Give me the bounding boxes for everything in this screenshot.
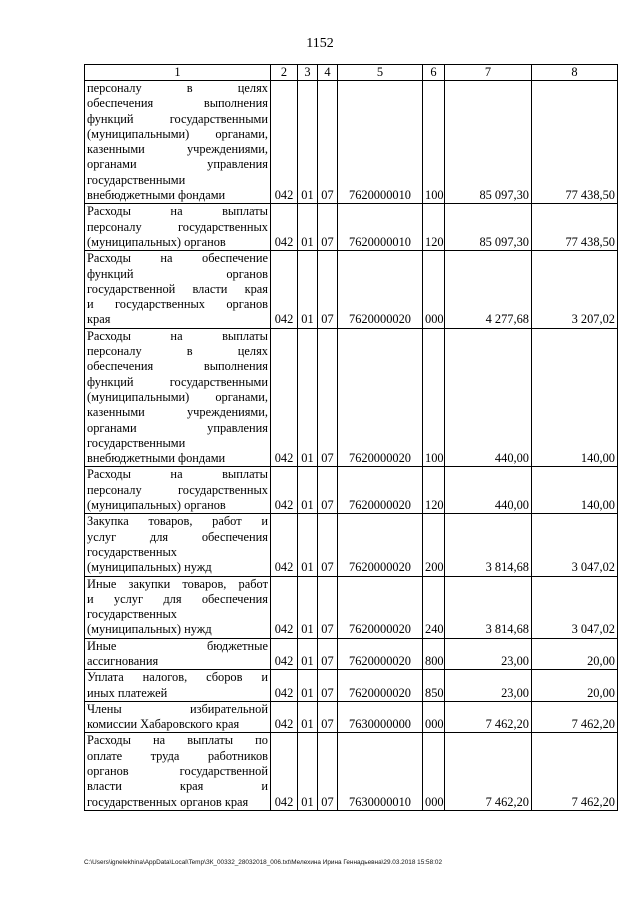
expense-type-cell: 850 <box>423 670 445 702</box>
amount-cell: 3 814,68 <box>445 514 532 576</box>
amount-cell: 20,00 <box>532 638 618 670</box>
expense-name-line: государственными <box>87 435 186 450</box>
expense-name-line: Члены избирательной <box>87 701 268 716</box>
amount-cell: 3 047,02 <box>532 514 618 576</box>
section-code-cell: 01 <box>298 514 318 576</box>
section-code-cell: 01 <box>298 733 318 810</box>
expense-name-line: персоналу государственных <box>87 219 268 234</box>
expense-name-line: оплате труда работников <box>87 748 268 763</box>
ministry-code-cell: 042 <box>271 251 298 328</box>
ministry-code-cell: 042 <box>271 328 298 467</box>
amount-cell: 85 097,30 <box>445 81 532 204</box>
expense-name-line: функций государственными <box>87 374 268 389</box>
target-article-cell: 7620000020 <box>338 638 423 670</box>
header-cell: 5 <box>338 65 423 81</box>
expense-type-cell: 800 <box>423 638 445 670</box>
expense-name-line: функций органов <box>87 266 268 281</box>
expense-name-line: персоналу в целях <box>87 344 268 359</box>
expense-name-line: государственными <box>87 172 186 187</box>
amount-cell: 77 438,50 <box>532 204 618 251</box>
header-cell: 8 <box>532 65 618 81</box>
expense-name-line: (муниципальных) нужд <box>87 560 212 575</box>
expense-name-line: и услуг для обеспечения <box>87 591 268 606</box>
amount-cell: 7 462,20 <box>532 733 618 810</box>
expense-name-line: персоналу в целях <box>87 81 268 95</box>
file-path-footer: C:\Users\ignelekhina\AppData\Local\Temp\ЗК_00332_28032018_006.txt\Мелехина Ирина Геннадьевна\29.03.2018 15:58:02 <box>84 859 443 866</box>
amount-cell: 20,00 <box>532 670 618 702</box>
table-row <box>85 251 618 328</box>
amount-cell: 85 097,30 <box>445 204 532 251</box>
expense-name-line: услуг для обеспечения <box>87 529 268 544</box>
amount-cell: 440,00 <box>445 467 532 514</box>
ministry-code-cell: 042 <box>271 204 298 251</box>
expense-name-cell <box>85 670 271 702</box>
expense-name-line: (муниципальных) нужд <box>87 622 212 637</box>
expense-name-line: казенными учреждениями, <box>87 405 268 420</box>
expense-name-cell <box>85 251 271 328</box>
expense-name-cell <box>85 81 271 204</box>
amount-cell: 7 462,20 <box>532 701 618 733</box>
table-row <box>85 81 618 204</box>
target-article-cell: 7620000020 <box>338 251 423 328</box>
target-article-cell: 7630000010 <box>338 733 423 810</box>
expense-type-cell: 000 <box>423 251 445 328</box>
ministry-code-cell: 042 <box>271 576 298 638</box>
expense-name-line: и государственных органов <box>87 297 268 312</box>
table-row <box>85 467 618 514</box>
expense-name-line: государственных <box>87 544 178 559</box>
expense-name-line: иных платежей <box>87 685 168 700</box>
header-cell: 6 <box>423 65 445 81</box>
header-cell: 1 <box>85 65 271 81</box>
expense-name-line: (муниципальных) органов <box>87 498 226 513</box>
ministry-code-cell: 042 <box>271 733 298 810</box>
header-cell: 7 <box>445 65 532 81</box>
amount-cell: 3 047,02 <box>532 576 618 638</box>
expense-type-cell: 000 <box>423 733 445 810</box>
table-row <box>85 576 618 638</box>
section-code-cell: 01 <box>298 204 318 251</box>
ministry-code-cell: 042 <box>271 638 298 670</box>
amount-cell: 7 462,20 <box>445 701 532 733</box>
expense-type-cell: 240 <box>423 576 445 638</box>
table-row <box>85 328 618 467</box>
target-article-cell: 7620000010 <box>338 81 423 204</box>
amount-cell: 7 462,20 <box>445 733 532 810</box>
expense-name-line: обеспечения выполнения <box>87 359 268 374</box>
target-article-cell: 7620000010 <box>338 204 423 251</box>
subsection-code-cell: 07 <box>318 701 338 733</box>
table-row <box>85 701 618 733</box>
table-row <box>85 204 618 251</box>
subsection-code-cell: 07 <box>318 328 338 467</box>
expense-type-cell: 100 <box>423 81 445 204</box>
section-code-cell: 01 <box>298 81 318 204</box>
subsection-code-cell: 07 <box>318 733 338 810</box>
table-row <box>85 638 618 670</box>
header-cell: 2 <box>271 65 298 81</box>
table-row <box>85 733 618 810</box>
ministry-code-cell: 042 <box>271 670 298 702</box>
section-code-cell: 01 <box>298 638 318 670</box>
amount-cell: 440,00 <box>445 328 532 467</box>
ministry-code-cell: 042 <box>271 81 298 204</box>
expense-name-cell <box>85 701 271 733</box>
expense-name-line: государственных органов края <box>87 794 249 809</box>
expense-name-line: органами управления <box>87 420 268 435</box>
budget-table <box>84 64 618 811</box>
expense-name-line: внебюджетными фондами <box>87 451 226 466</box>
expense-name-line: внебюджетными фондами <box>87 188 226 203</box>
expense-name-line: функций государственными <box>87 111 268 126</box>
expense-name-cell <box>85 514 271 576</box>
target-article-cell: 7620000020 <box>338 328 423 467</box>
subsection-code-cell: 07 <box>318 251 338 328</box>
expense-name-line: Расходы на выплаты <box>87 328 268 343</box>
subsection-code-cell: 07 <box>318 638 338 670</box>
expense-name-cell <box>85 467 271 514</box>
section-code-cell: 01 <box>298 467 318 514</box>
expense-name-line: (муниципальными) органами, <box>87 389 268 404</box>
expense-type-cell: 000 <box>423 701 445 733</box>
amount-cell: 23,00 <box>445 638 532 670</box>
target-article-cell: 7620000020 <box>338 670 423 702</box>
amount-cell: 3 814,68 <box>445 576 532 638</box>
expense-name-line: Расходы на обеспечение <box>87 251 268 266</box>
expense-name-line: органов государственной <box>87 764 268 779</box>
expense-name-cell <box>85 328 271 467</box>
ministry-code-cell: 042 <box>271 514 298 576</box>
expense-name-cell <box>85 204 271 251</box>
target-article-cell: 7620000020 <box>338 467 423 514</box>
target-article-cell: 7620000020 <box>338 514 423 576</box>
amount-cell: 140,00 <box>532 467 618 514</box>
page-number: 1152 <box>306 36 334 51</box>
expense-type-cell: 100 <box>423 328 445 467</box>
expense-name-line: Иные закупки товаров, работ <box>87 576 268 591</box>
expense-name-line: органами управления <box>87 157 268 172</box>
header-cell: 3 <box>298 65 318 81</box>
amount-cell: 23,00 <box>445 670 532 702</box>
expense-type-cell: 120 <box>423 204 445 251</box>
expense-name-cell <box>85 638 271 670</box>
expense-name-line: Расходы на выплаты <box>87 204 268 219</box>
expense-name-line: казенными учреждениями, <box>87 142 268 157</box>
target-article-cell: 7620000020 <box>338 576 423 638</box>
expense-type-cell: 200 <box>423 514 445 576</box>
section-code-cell: 01 <box>298 251 318 328</box>
section-code-cell: 01 <box>298 701 318 733</box>
expense-name-line: края <box>87 312 111 327</box>
expense-name-line: (муниципальными) органами, <box>87 126 268 141</box>
section-code-cell: 01 <box>298 670 318 702</box>
subsection-code-cell: 07 <box>318 514 338 576</box>
expense-type-cell: 120 <box>423 467 445 514</box>
expense-name-cell <box>85 733 271 810</box>
subsection-code-cell: 07 <box>318 670 338 702</box>
subsection-code-cell: 07 <box>318 204 338 251</box>
amount-cell: 3 207,02 <box>532 251 618 328</box>
subsection-code-cell: 07 <box>318 467 338 514</box>
expense-name-line: обеспечения выполнения <box>87 96 268 111</box>
expense-name-line: (муниципальных) органов <box>87 234 226 249</box>
ministry-code-cell: 042 <box>271 467 298 514</box>
target-article-cell: 7630000000 <box>338 701 423 733</box>
ministry-code-cell: 042 <box>271 701 298 733</box>
expense-name-cell <box>85 576 271 638</box>
expense-name-line: государственной власти края <box>87 281 268 296</box>
subsection-code-cell: 07 <box>318 81 338 204</box>
expense-name-line: Уплата налогов, сборов и <box>87 670 268 685</box>
expense-name-line: государственных <box>87 607 178 622</box>
header-cell: 4 <box>318 65 338 81</box>
expense-name-line: персоналу государственных <box>87 482 268 497</box>
subsection-code-cell: 07 <box>318 576 338 638</box>
expense-name-line: Расходы на выплаты <box>87 467 268 482</box>
table-row <box>85 670 618 702</box>
table-row <box>85 514 618 576</box>
section-code-cell: 01 <box>298 328 318 467</box>
expense-name-line: Расходы на выплаты по <box>87 733 268 748</box>
amount-cell: 4 277,68 <box>445 251 532 328</box>
expense-name-line: комиссии Хабаровского края <box>87 717 240 732</box>
expense-name-line: власти края и <box>87 779 268 794</box>
section-code-cell: 01 <box>298 576 318 638</box>
expense-name-line: ассигнования <box>87 653 159 668</box>
amount-cell: 140,00 <box>532 328 618 467</box>
amount-cell: 77 438,50 <box>532 81 618 204</box>
expense-name-line: Закупка товаров, работ и <box>87 514 268 529</box>
table-header-row <box>85 65 618 81</box>
expense-name-line: Иные бюджетные <box>87 638 268 653</box>
